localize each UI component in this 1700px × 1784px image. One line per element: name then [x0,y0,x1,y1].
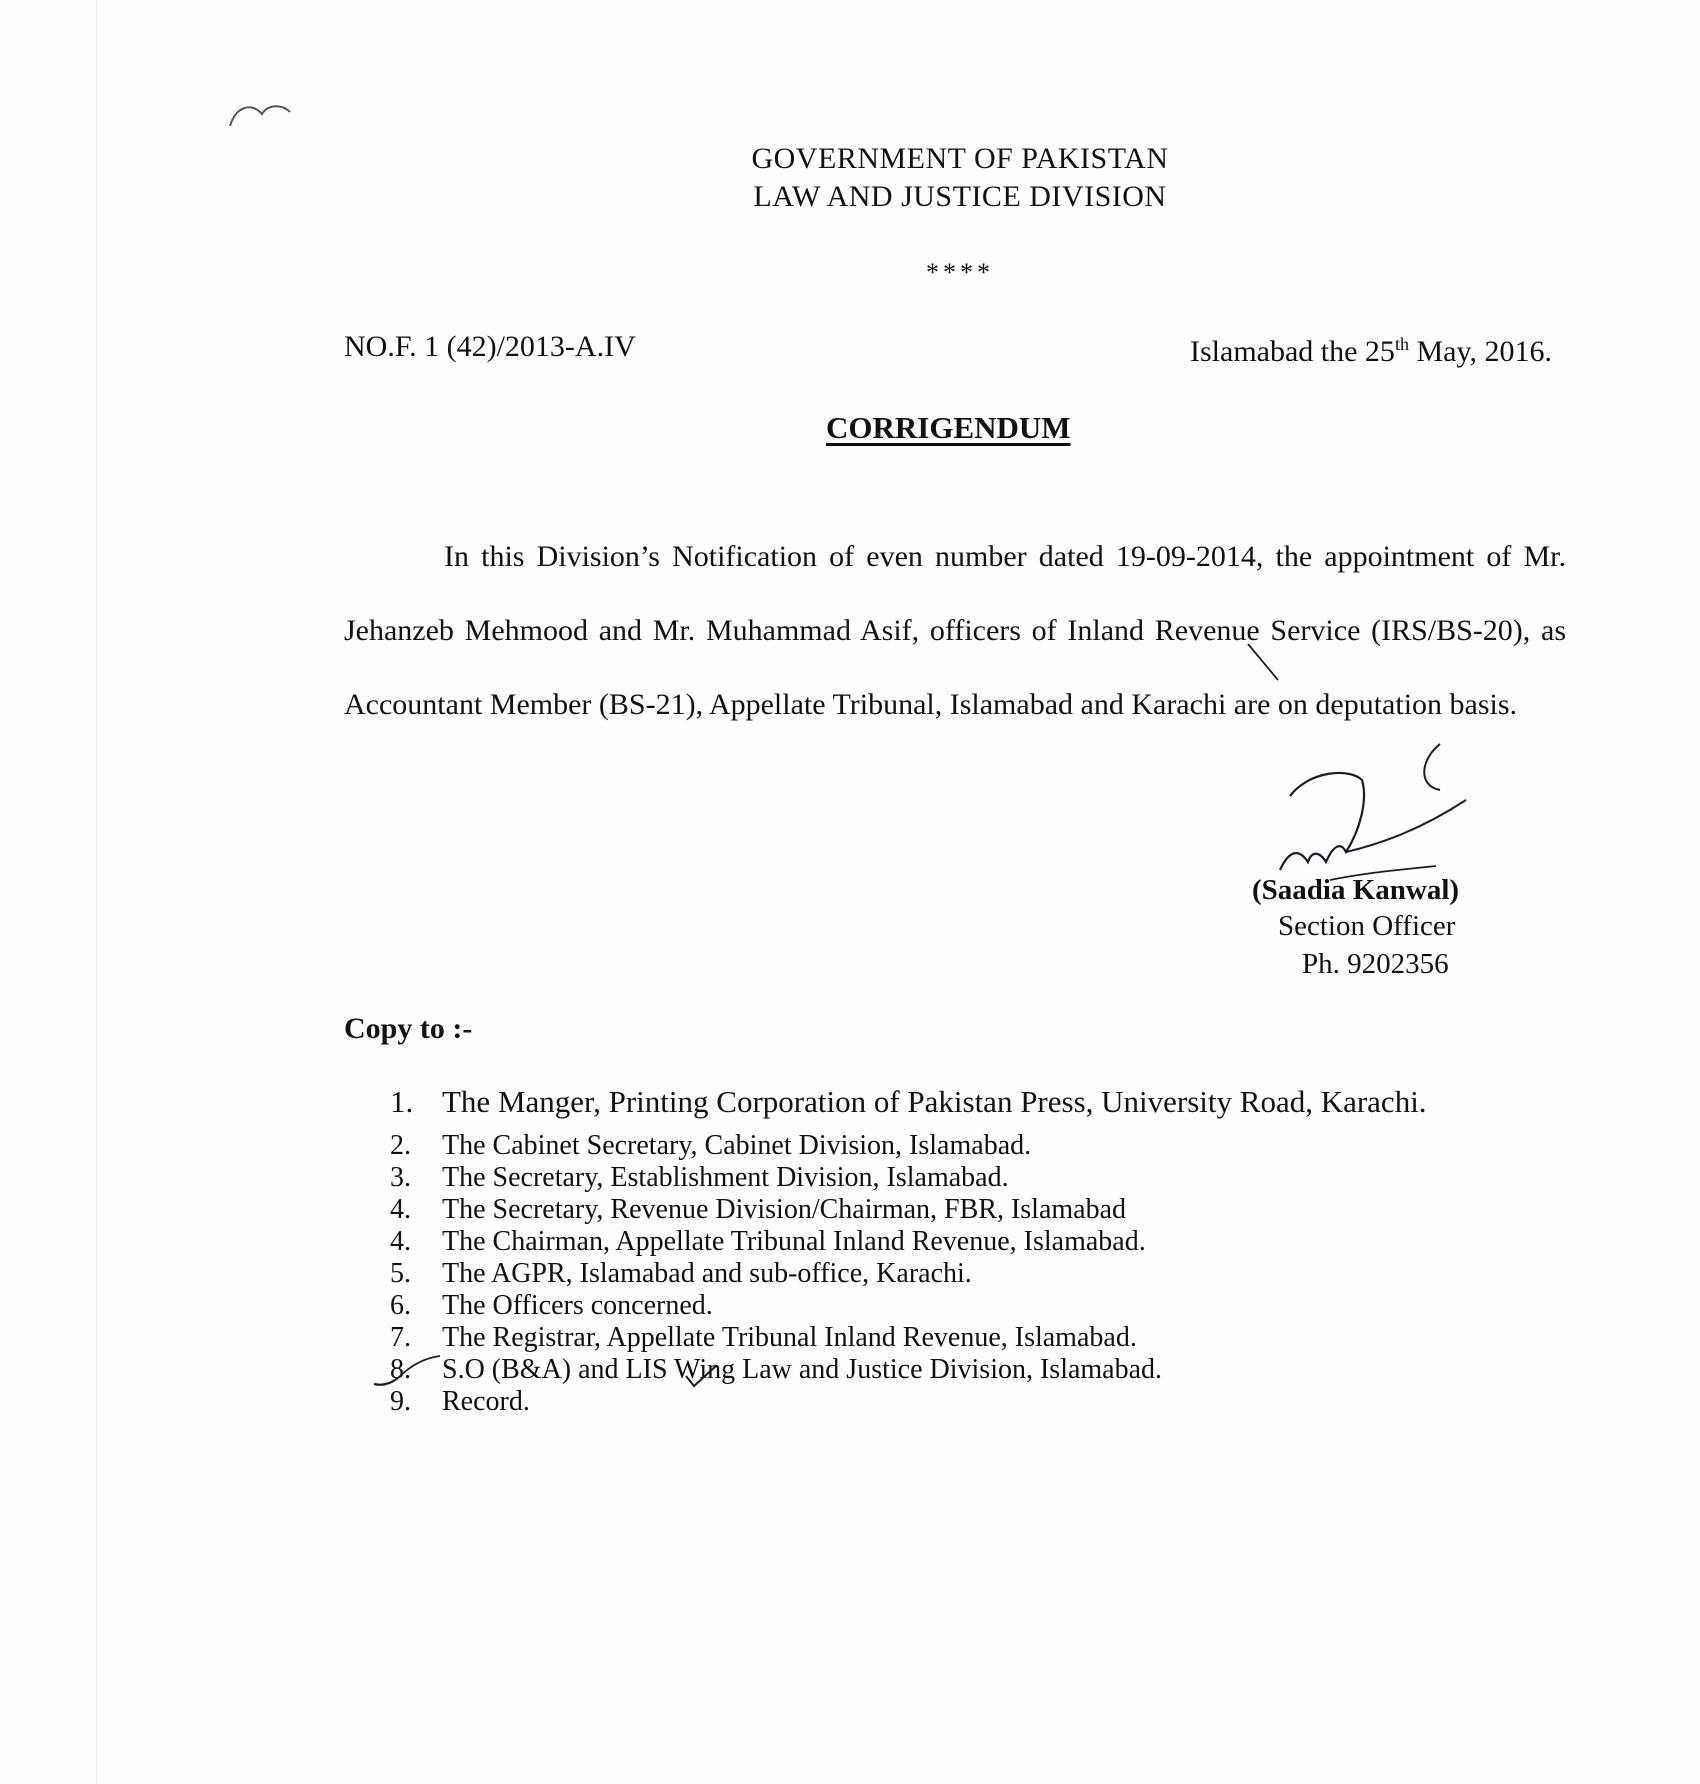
copy-to-heading: Copy to :- [344,1012,473,1045]
item-number: 2. [390,1130,411,1161]
scan-edge [96,0,97,1784]
separator-stars: **** [926,258,994,287]
item-number: 7. [390,1322,411,1353]
item-text: The Manger, Printing Corporation of Pakistan Press, University Road, Karachi. [442,1084,1427,1119]
list-item [390,1258,1427,1290]
body-paragraph: In this Division’s Notification of even number dated 19-09-2014, the appointment of Mr. Jehanzeb Mehmood and Mr. Muhammad Asif, officers of Inland Revenue Service (IRS/BS-20), as Accountant Member (BS-21), Appellate Tribunal, Islamabad and Karachi are on deputation basis. [344,540,1566,721]
signatory-designation: Section Officer [1278,910,1456,942]
corner-pen-mark [226,96,296,136]
list-item [390,1290,1427,1322]
item-number: 4. [390,1226,411,1257]
reference-number: NO.F. 1 (42)/2013-A.IV [344,330,636,363]
item-number: 9. [390,1386,411,1417]
item-number: 6. [390,1290,411,1321]
list-item [390,1322,1427,1354]
government-heading: GOVERNMENT OF PAKISTAN [751,142,1169,175]
item-number: 8. [390,1354,411,1385]
list-item [390,1226,1427,1258]
list-item [390,1086,1427,1130]
list-item [390,1354,1427,1386]
pen-insert-mark [1244,640,1284,690]
item-text: The Secretary, Revenue Division/Chairman, FBR, Islamabad [442,1194,1127,1225]
item-text: The Registrar, Appellate Tribunal Inland Revenue, Islamabad. [442,1322,1137,1353]
letter-date [1190,334,1552,369]
item-text: The Chairman, Appellate Tribunal Inland Revenue, Islamabad. [442,1226,1146,1257]
pen-tick-mark [368,1344,448,1394]
signatory-name: (Saadia Kanwal) [1252,874,1460,906]
item-number: 5. [390,1258,411,1289]
date-rest: May, 2016. [1408,335,1552,368]
list-item [390,1162,1427,1194]
date-ordinal: th [1394,334,1409,354]
division-heading: LAW AND JUSTICE DIVISION [753,180,1167,213]
item-text: The AGPR, Islamabad and sub-office, Karachi. [442,1258,972,1289]
document-title: CORRIGENDUM [826,410,1071,445]
item-number: 3. [390,1162,411,1193]
item-number: 4. [390,1194,411,1225]
list-item [390,1386,1427,1418]
list-item [390,1194,1427,1226]
date-prefix: Islamabad the 25 [1190,335,1395,368]
copy-to-list [390,1086,1427,1418]
item-text: Record. [442,1386,530,1417]
list-item [390,1130,1427,1162]
handwritten-signature [1250,740,1550,890]
pen-check-mark [682,1362,722,1392]
signatory-phone: Ph. 9202356 [1302,948,1449,980]
item-text: The Officers concerned. [442,1290,713,1321]
item-text: S.O (B&A) and LIS Wing Law and Justice Division, Islamabad. [442,1354,1163,1385]
item-text: The Cabinet Secretary, Cabinet Division, Islamabad. [442,1130,1032,1161]
item-number: 1. [390,1084,414,1119]
item-text: The Secretary, Establishment Division, Islamabad. [442,1162,1009,1193]
